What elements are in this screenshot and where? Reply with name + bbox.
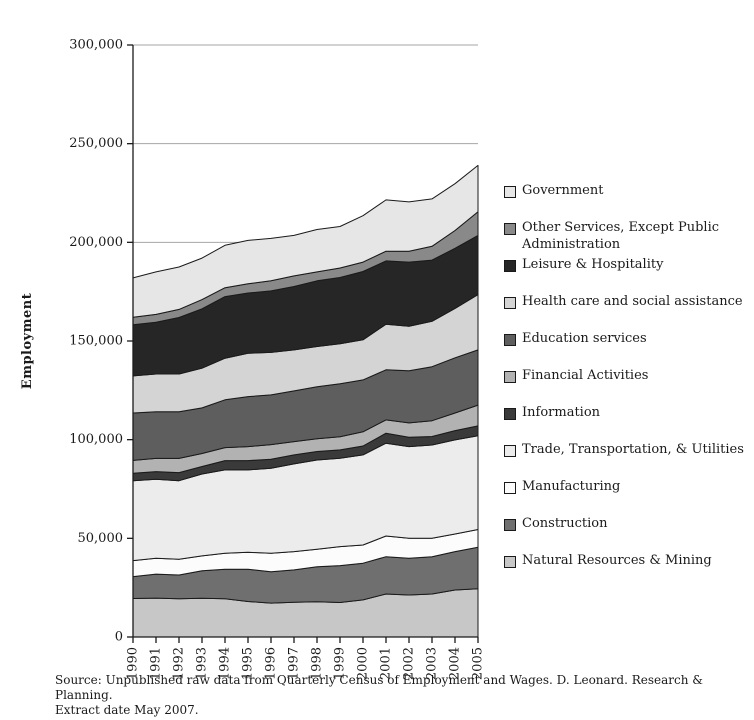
x-tick-label: 2005: [470, 647, 486, 681]
x-tick-label: 1995: [240, 647, 256, 681]
source-note-line2: Extract date May 2007.: [55, 703, 199, 717]
legend-label: Manufacturing: [522, 479, 621, 494]
x-tick-label: 1998: [309, 647, 325, 681]
x-tick-label: 1996: [263, 647, 279, 681]
source-note: [55, 673, 715, 718]
legend-label: Government: [522, 183, 604, 198]
legend-item-manufacturing: [504, 479, 752, 516]
y-tick-label: 300,000: [69, 37, 123, 53]
x-tick-label: 2003: [424, 647, 440, 681]
legend-swatch-icon: [504, 445, 516, 457]
x-tick-label: 1991: [148, 647, 164, 681]
area-series: [133, 165, 478, 637]
legend-label: Construction: [522, 516, 608, 531]
legend-item-education-services: [504, 331, 752, 368]
legend-swatch-icon: [504, 371, 516, 383]
legend-label: Trade, Transportation, & Utilities: [522, 442, 744, 457]
legend-label: Health care and social assistance: [522, 294, 743, 309]
legend-item-government: [504, 183, 752, 220]
legend-swatch-icon: [504, 482, 516, 494]
x-tick-label: 1999: [332, 647, 348, 681]
y-tick-label: 100,000: [69, 432, 123, 448]
x-tick-label: 2000: [355, 647, 371, 681]
legend-label: Leisure & Hospitality: [522, 257, 664, 272]
x-tick-label: 1994: [217, 647, 233, 681]
legend-item-leisure-hospitality: [504, 257, 752, 294]
legend: [504, 183, 752, 590]
legend-swatch-icon: [504, 556, 516, 568]
legend-item-trade-transportation-utilities: [504, 442, 752, 479]
x-tick-label: 1993: [194, 647, 210, 681]
y-tick-label: 50,000: [77, 530, 123, 546]
y-tick-label: 200,000: [69, 234, 123, 250]
x-tick-label: 1997: [286, 647, 302, 681]
legend-label: Education services: [522, 331, 647, 346]
x-tick-label: 2001: [378, 647, 394, 681]
legend-item-financial-activities: [504, 368, 752, 405]
legend-item-construction: [504, 516, 752, 553]
legend-label: Information: [522, 405, 601, 420]
legend-swatch-icon: [504, 186, 516, 198]
legend-swatch-icon: [504, 408, 516, 420]
legend-item-health-care-and-social-assistance: [504, 294, 752, 331]
legend-label: Other Services, Except Public Administration: [522, 220, 720, 252]
y-tick-label: 0: [114, 629, 123, 645]
x-tick-label: 2004: [447, 647, 463, 681]
legend-label: Natural Resources & Mining: [522, 553, 712, 568]
legend-swatch-icon: [504, 260, 516, 272]
legend-swatch-icon: [504, 334, 516, 346]
y-tick-label: 250,000: [69, 136, 123, 152]
x-tick-label: 1992: [171, 647, 187, 681]
y-axis-title: Employment: [20, 292, 35, 390]
legend-swatch-icon: [504, 297, 516, 309]
x-tick-label: 1990: [125, 647, 141, 681]
legend-item-natural-resources-mining: [504, 553, 752, 590]
legend-swatch-icon: [504, 519, 516, 531]
legend-item-information: [504, 405, 752, 442]
source-note-line1: Source: Unpublished raw data from Quarterly Census of Employment and Wages. D. Leonard. Research & Planning.: [55, 673, 703, 702]
x-tick-label: 2002: [401, 647, 417, 681]
legend-label: Financial Activities: [522, 368, 649, 383]
legend-item-other-services-except-public-administration: [504, 220, 752, 257]
legend-swatch-icon: [504, 223, 516, 235]
y-tick-label: 150,000: [69, 333, 123, 349]
